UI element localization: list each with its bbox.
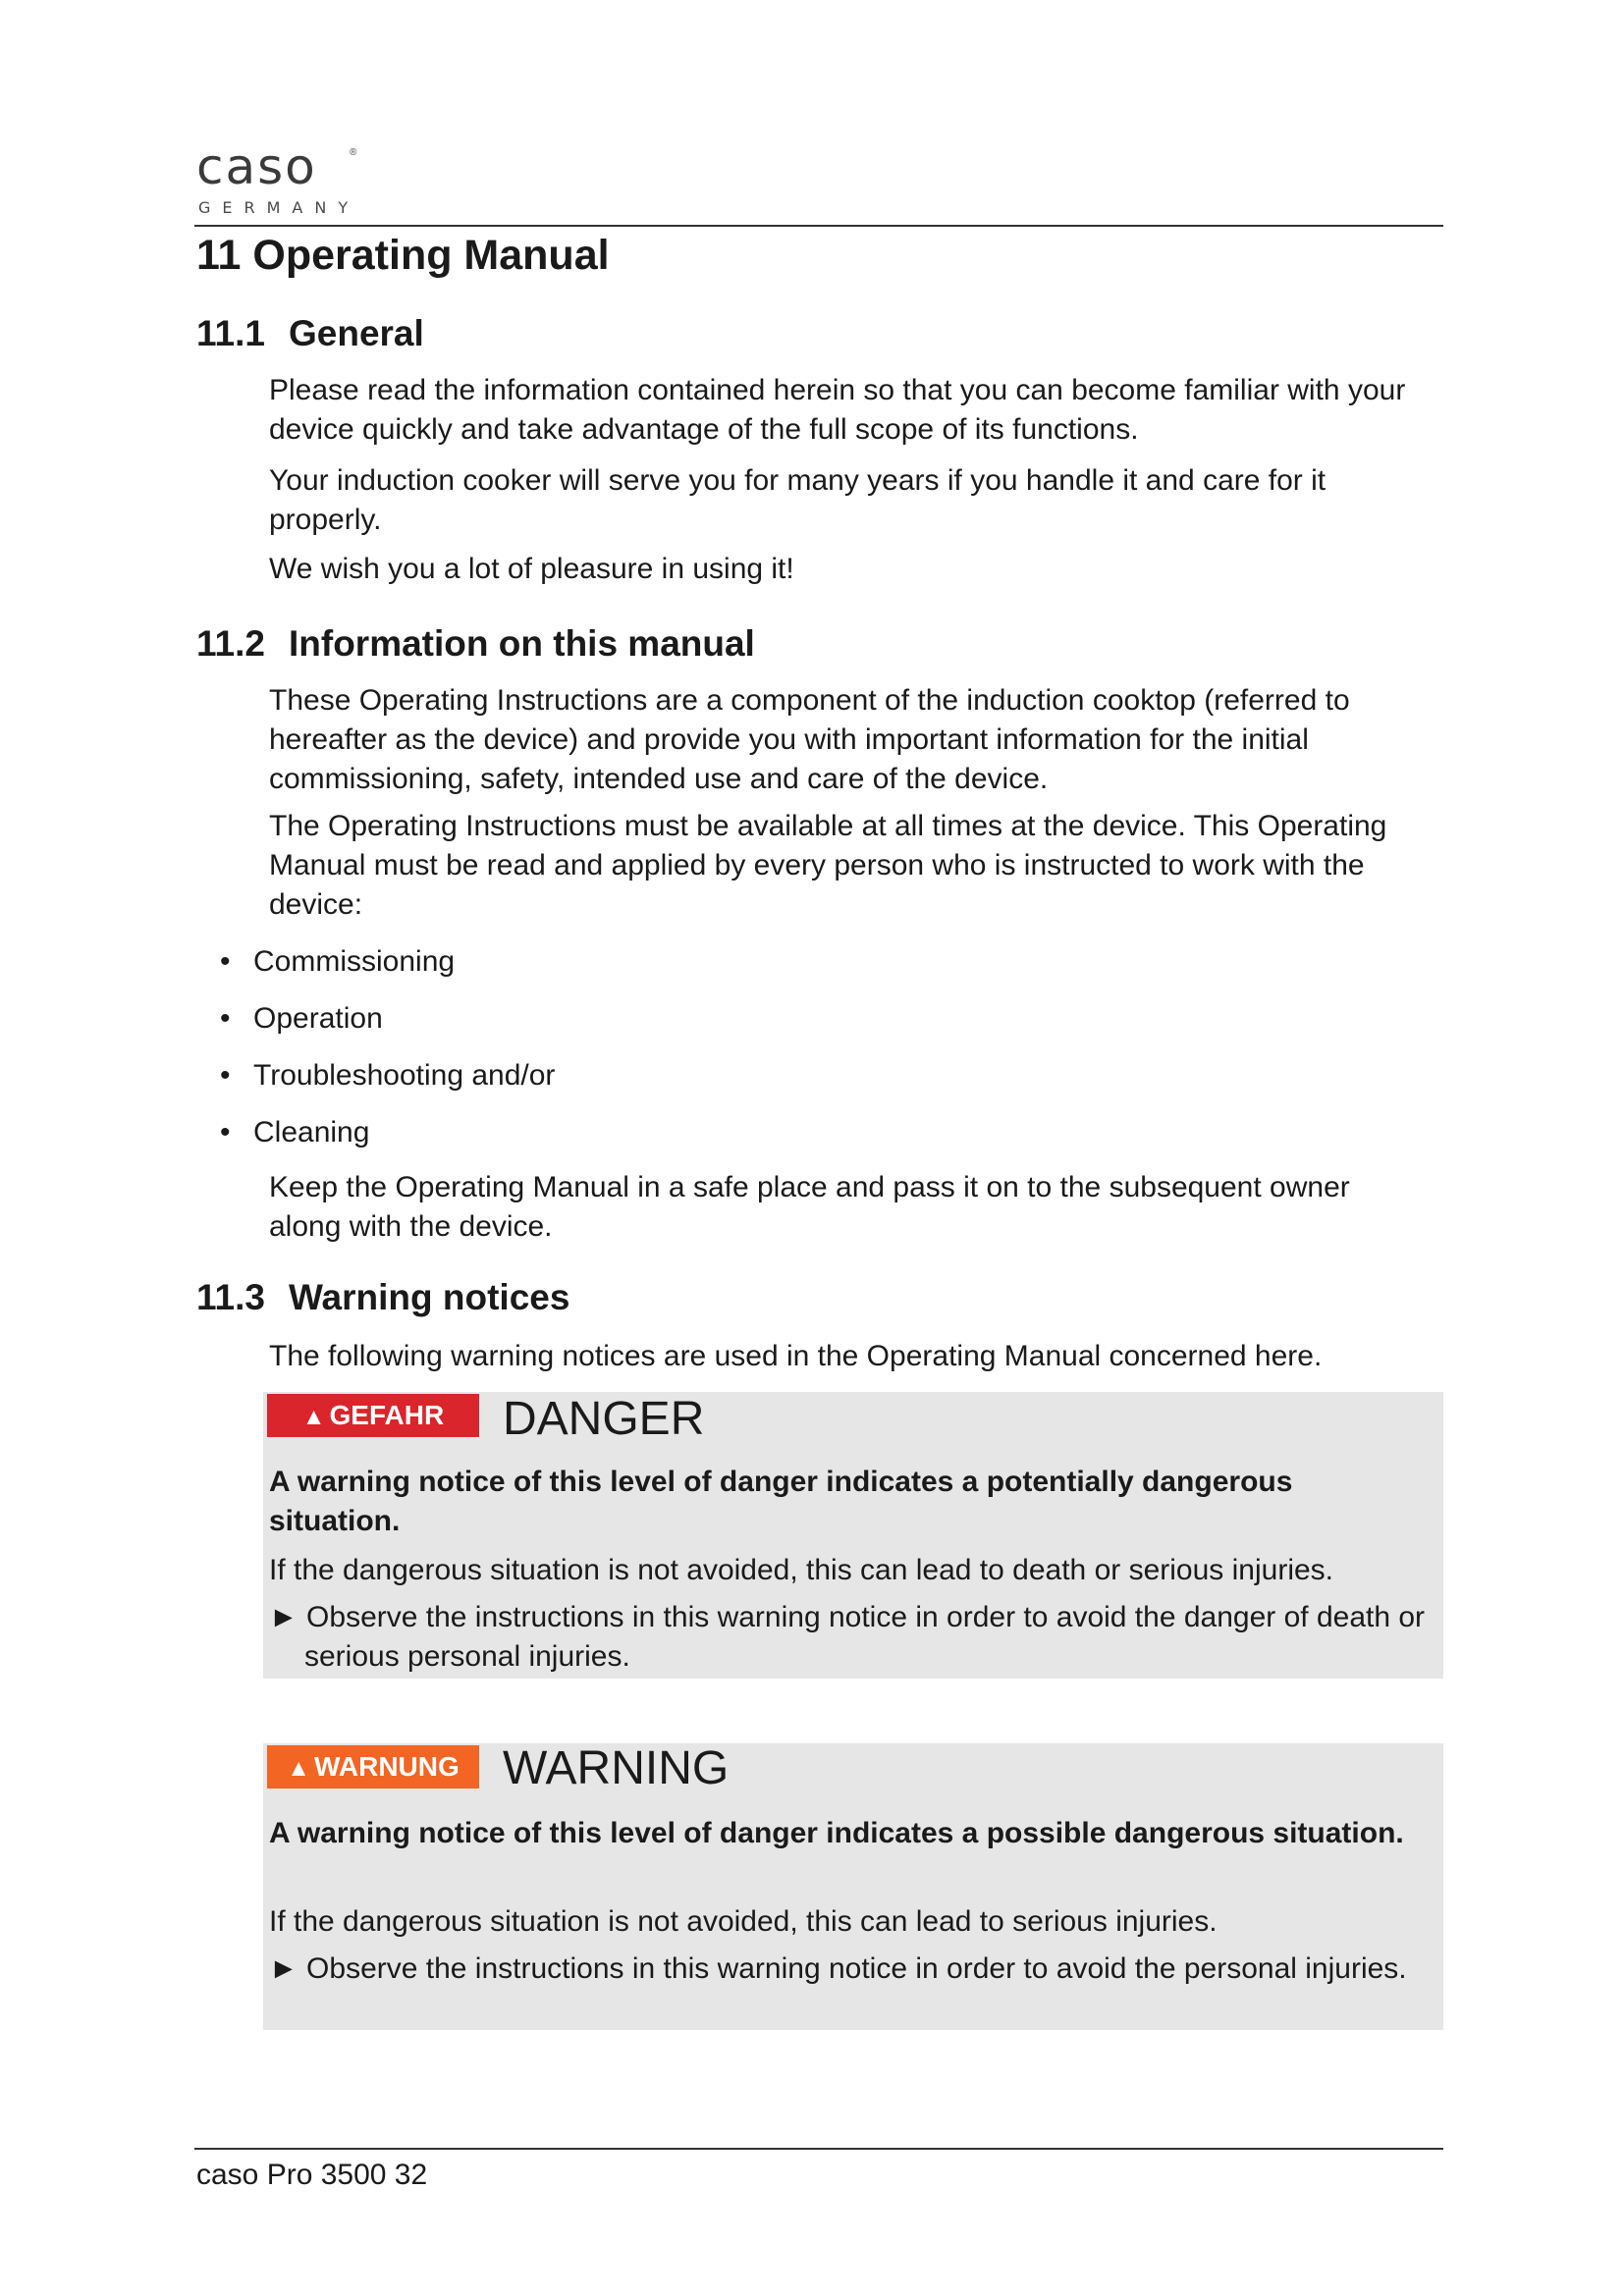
- section-number: 11.2: [196, 623, 265, 664]
- list-item: • Commissioning: [220, 942, 455, 982]
- section-title: Information on this manual: [289, 623, 755, 664]
- gefahr-badge: [267, 1394, 479, 1437]
- warning-consequence: If the dangerous situation is not avoided, this can lead to serious injuries.: [269, 1905, 1218, 1938]
- caso-logo: [175, 128, 381, 226]
- logo-wordmark: caso: [196, 138, 317, 195]
- badge-label: GEFAHR: [329, 1400, 445, 1430]
- warnings-intro: The following warning notices are used in the Operating Manual concerned here.: [269, 1340, 1323, 1372]
- danger-signal-word: DANGER: [503, 1393, 705, 1445]
- information-paragraph-2: The Operating Instructions must be available at all times at the device. This Operating Manual must be read and applied by every person who is instructed to work with the device:: [269, 810, 1387, 921]
- warning-bold-statement: A warning notice of this level of danger indicates a possible dangerous situation.: [269, 1817, 1404, 1849]
- warning-triangle-icon: ▲: [301, 1404, 326, 1430]
- section-title: Warning notices: [289, 1277, 570, 1317]
- information-paragraph-3: Keep the Operating Manual in a safe place and pass it on to the subsequent owner along with the device.: [269, 1171, 1350, 1243]
- section-number: 11.1: [196, 313, 265, 353]
- section-title: General: [289, 313, 424, 353]
- list-item: • Cleaning: [220, 1113, 369, 1152]
- list-item: • Troubleshooting and/or: [220, 1056, 555, 1095]
- section-heading-general: [196, 310, 424, 357]
- section-heading-warnings: [196, 1274, 569, 1321]
- warning-instruction: [269, 1949, 1434, 1989]
- badge-label: WARNUNG: [314, 1751, 460, 1782]
- footer-divider: [194, 2148, 1443, 2150]
- footer-page-label: caso Pro 3500 32: [196, 2159, 428, 2191]
- warning-signal-word: WARNING: [503, 1742, 730, 1794]
- general-paragraph-2: Your induction cooker will serve you for many years if you handle it and care for it properly.: [269, 464, 1326, 536]
- warning-instruction-text: Observe the instructions in this warning notice in order to avoid the personal injuries.: [306, 1952, 1407, 1985]
- warning-triangle-icon: ▲: [287, 1755, 310, 1782]
- arrow-icon: ►: [269, 1952, 298, 1985]
- general-paragraph-1: Please read the information contained herein so that you can become familiar with your device quickly and take advantage of the full scope of its functions.: [269, 374, 1406, 446]
- section-heading-information: [196, 620, 755, 667]
- list-item: • Operation: [220, 999, 383, 1039]
- information-paragraph-1: These Operating Instructions are a component of the induction cooktop (referred to hereafter as the device) and provide you with important information for the initial commissioning, safety, intended use and care of the device.: [269, 684, 1350, 795]
- general-paragraph-3: We wish you a lot of pleasure in using it!: [269, 553, 794, 585]
- logo-registered-mark: ®: [350, 147, 357, 158]
- logo-subtitle: GERMANY: [198, 198, 360, 217]
- arrow-icon: ►: [269, 1601, 298, 1633]
- danger-bold-statement: A warning notice of this level of danger indicates a potentially dangerous situation.: [269, 1466, 1293, 1537]
- header-divider: [194, 225, 1443, 227]
- section-number: 11.3: [196, 1277, 265, 1317]
- danger-instruction-text: Observe the instructions in this warning notice in order to avoid the danger of death or serious personal injuries.: [304, 1601, 1426, 1673]
- danger-consequence: If the dangerous situation is not avoided, this can lead to death or serious injuries.: [269, 1554, 1333, 1586]
- warnung-badge: [267, 1745, 479, 1789]
- danger-instruction: [269, 1598, 1434, 1677]
- chapter-title: 11 Operating Manual: [196, 232, 610, 279]
